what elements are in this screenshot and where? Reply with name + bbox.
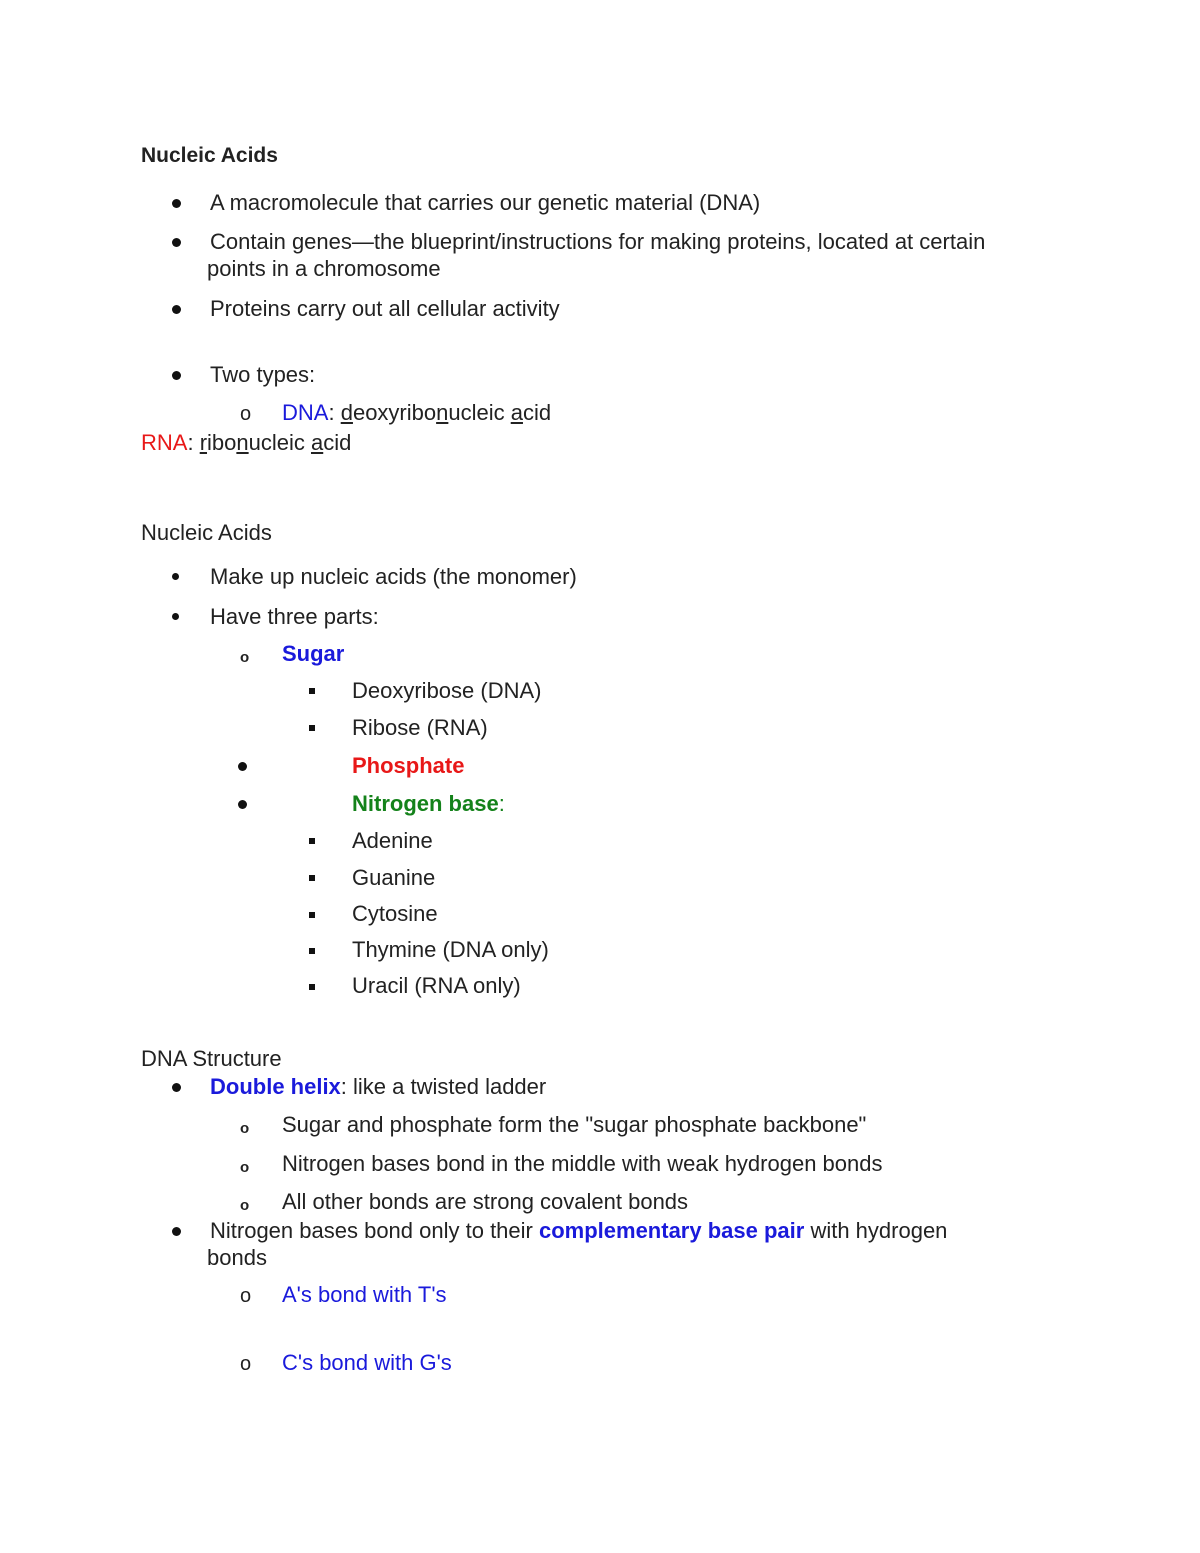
text: eoxyribo [352, 400, 437, 425]
square-bullet [309, 912, 315, 918]
nitrogen-base-heading [352, 791, 505, 817]
square-bullet [309, 688, 315, 694]
list-item: Make up nucleic acids (the monomer) [210, 564, 577, 589]
list-item-base-pair [210, 1218, 947, 1244]
text: cid [522, 400, 552, 425]
text: ucleic [248, 430, 311, 455]
bullet-dot [172, 573, 179, 580]
text: : like a twisted ladder [340, 1074, 547, 1099]
list-item-continuation: points in a chromosome [207, 256, 441, 281]
sub-bullet-o: o [240, 1353, 252, 1375]
sub-bullet-o: o [240, 649, 250, 666]
underlined-letter: a [510, 400, 523, 425]
list-item-continuation: bonds [207, 1245, 267, 1270]
list-item: Guanine [352, 865, 436, 890]
phosphate-heading: Phosphate [352, 753, 465, 778]
list-item: Adenine [352, 828, 433, 853]
list-item: A macromolecule that carries our genetic material (DNA) [210, 190, 761, 215]
complementary-base-pair-label: complementary base pair [538, 1218, 805, 1243]
pair-rule: A's bond with T's [282, 1282, 447, 1307]
sugar-heading: Sugar [282, 641, 345, 666]
list-item: Cytosine [352, 901, 438, 926]
bullet-dot [172, 371, 181, 380]
square-bullet [309, 948, 315, 954]
square-bullet [309, 838, 315, 844]
bullet-dot [172, 1227, 181, 1236]
section-title-dna-structure: DNA Structure [141, 1046, 282, 1071]
list-item: Deoxyribose (DNA) [352, 678, 542, 703]
underlined-letter: d [340, 400, 353, 425]
list-item: All other bonds are strong covalent bonds [282, 1189, 689, 1214]
list-item-double-helix [210, 1074, 546, 1100]
list-item: Proteins carry out all cellular activity [210, 296, 560, 321]
list-item: Two types: [210, 362, 316, 387]
bullet-dot [238, 762, 247, 771]
underlined-letter: n [236, 430, 249, 455]
bullet-dot [172, 1083, 181, 1092]
underlined-letter: n [436, 400, 449, 425]
double-helix-label: Double helix [210, 1074, 341, 1099]
text: ibo [207, 430, 237, 455]
sub-bullet-o: o [240, 1197, 250, 1214]
rna-definition [141, 430, 351, 456]
rna-label: RNA [141, 430, 188, 455]
bullet-dot [172, 199, 181, 208]
nitrogen-base-label: Nitrogen base [352, 791, 499, 816]
list-item: Uracil (RNA only) [352, 973, 521, 998]
underlined-letter: a [310, 430, 324, 455]
sub-bullet-o: o [240, 403, 252, 425]
colon: : [187, 430, 200, 455]
square-bullet [309, 984, 315, 990]
text: ucleic [448, 400, 511, 425]
bullet-dot [172, 238, 181, 247]
square-bullet [309, 725, 315, 731]
list-item: Sugar and phosphate form the "sugar phosphate backbone" [282, 1112, 867, 1137]
colon: : [498, 791, 505, 816]
section-title-nucleic-acids: Nucleic Acids [141, 144, 278, 167]
section-title-nucleic-acids-2: Nucleic Acids [141, 520, 272, 545]
text: with hydrogen [804, 1218, 948, 1243]
sub-bullet-o: o [240, 1159, 250, 1176]
text: cid [323, 430, 352, 455]
list-item: Thymine (DNA only) [352, 937, 549, 962]
sub-bullet-o: o [240, 1120, 250, 1137]
square-bullet [309, 875, 315, 881]
text: Nitrogen bases bond only to their [210, 1218, 539, 1243]
bullet-dot [172, 305, 181, 314]
dna-definition [282, 400, 551, 426]
dna-label: DNA [282, 400, 329, 425]
colon: : [328, 400, 335, 425]
pair-rule: C's bond with G's [282, 1350, 452, 1375]
underlined-letter: r [199, 430, 208, 455]
list-item: Contain genes—the blueprint/instructions for making proteins, located at certain [210, 229, 986, 254]
list-item: Have three parts: [210, 604, 379, 629]
sub-bullet-o: o [240, 1285, 252, 1307]
list-item: Ribose (RNA) [352, 715, 488, 740]
bullet-dot [238, 800, 247, 809]
bullet-dot [172, 613, 179, 620]
list-item: Nitrogen bases bond in the middle with weak hydrogen bonds [282, 1151, 883, 1176]
